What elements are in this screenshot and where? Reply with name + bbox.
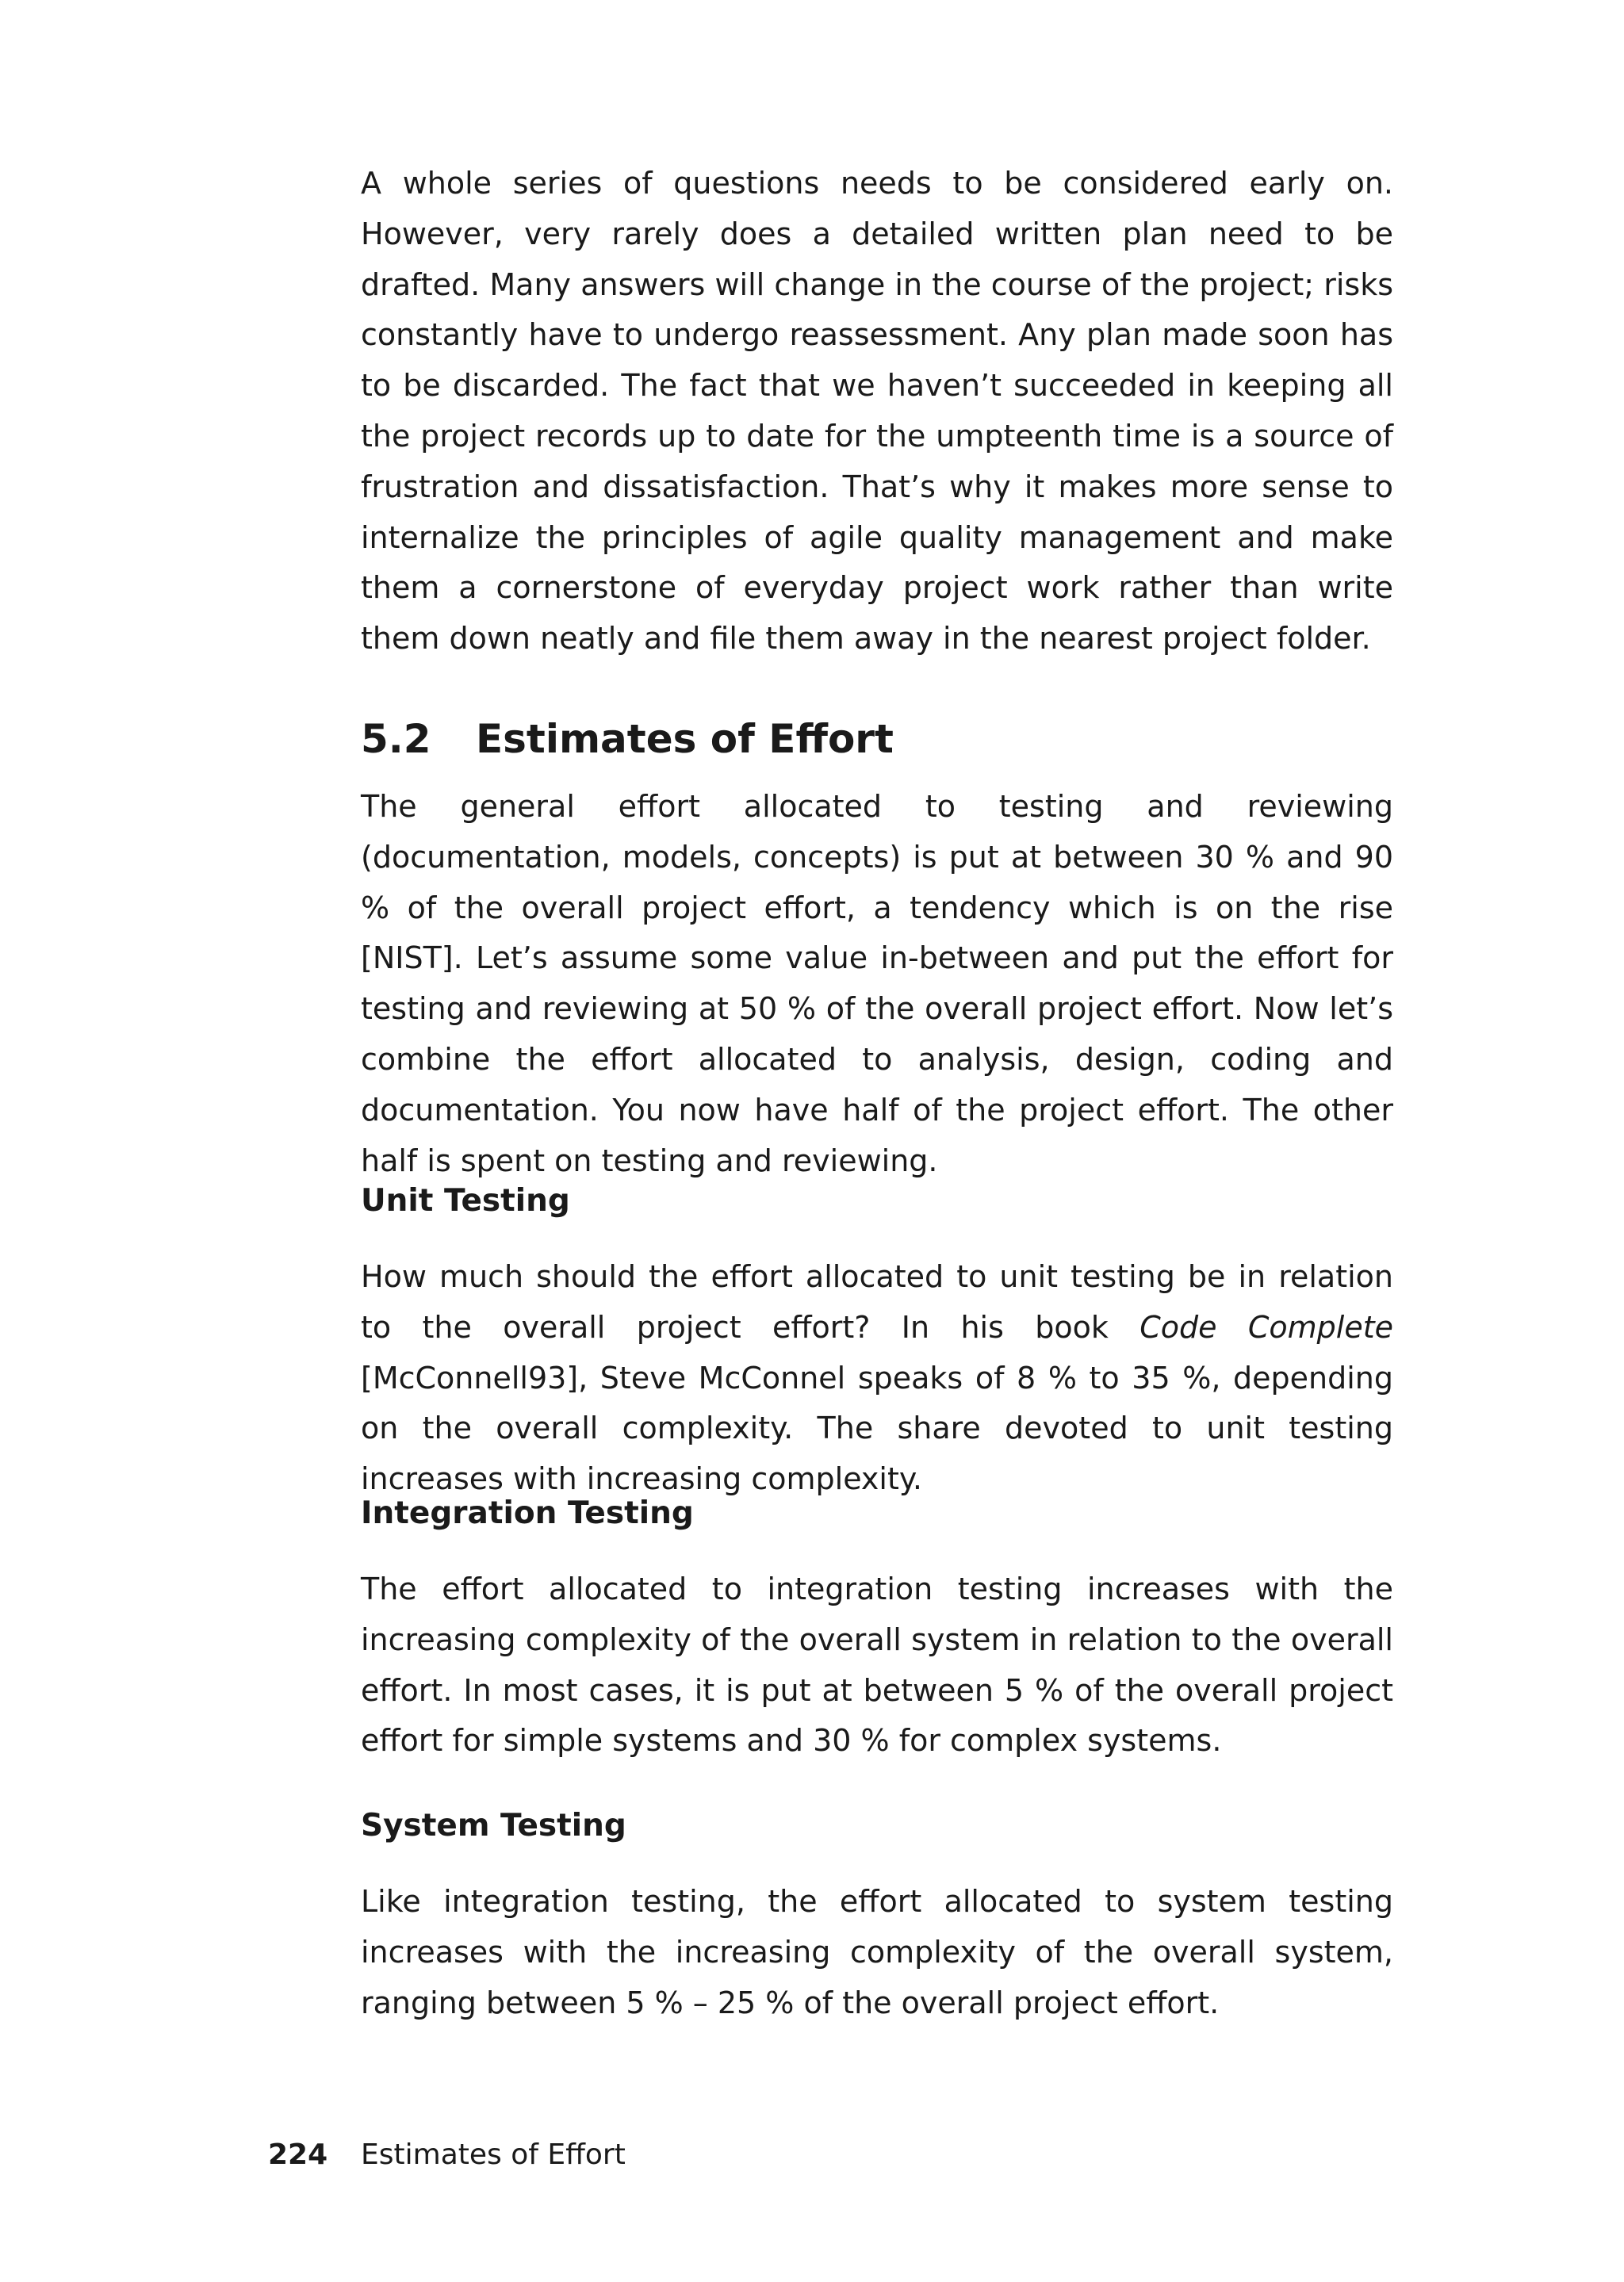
unit-testing-block [361, 1252, 1393, 1505]
section-title: Estimates of Effort [476, 716, 894, 762]
system-testing-block [361, 1877, 1393, 2028]
page-number: 224 [268, 2138, 328, 2171]
integration-testing-block [361, 1564, 1393, 1767]
intro-block [361, 159, 1393, 664]
book-title: Code Complete [1139, 1309, 1394, 1345]
section-block [361, 782, 1393, 1186]
system-testing-paragraph: Like integration testing, the effort allocated to system testing increases with the increasing complexity of the overall system, ranging between 5 % – 25 % of the overall project effort. [361, 1884, 1393, 2020]
unit-testing-text-before: How much should the effort allocated to unit testing be in relation to the overall project effort? In his book [361, 1259, 1393, 1345]
running-title: Estimates of Effort [361, 2138, 626, 2171]
section-heading [361, 711, 894, 767]
unit-testing-text-after: [McConnell93], Steve McConnel speaks of 8 % to 35 %, depending on the overall complexity. The share devoted to unit testing increases with increasing complexity. [361, 1360, 1393, 1497]
integration-testing-paragraph: The effort allocated to integration testing increases with the increasing complexity of the overall system in relation to the overall effort. In most cases, it is put at between 5 % of the overall project effort for simple systems and 30 % for complex systems. [361, 1572, 1393, 1759]
unit-testing-heading: Unit Testing [361, 1183, 570, 1219]
page-footer [268, 2136, 626, 2174]
unit-testing-paragraph [361, 1252, 1393, 1505]
section-number: 5.2 [361, 716, 431, 762]
section-paragraph: The general effort allocated to testing and reviewing (documentation, models, concepts) is put at between 30 % and 90 % of the overall project effort, a tendency which is on the rise [NIST]. Let’s assume some value in-between and put the effort for testing and reviewing at 50 % of the overall project effort. Now let’s combine the effort allocated to analysis, design, coding and documentation. You now have half of the project effort. The other half is spent on testing and reviewing. [361, 789, 1393, 1178]
integration-testing-heading: Integration Testing [361, 1495, 694, 1531]
intro-paragraph: A whole series of questions needs to be considered early on. However, very rarely does a detailed written plan need to be drafted. Many answers will change in the course of the project; risks constantly have to undergo reassessment. Any plan made soon has to be discarded. The fact that we haven’t succeeded in keeping all the project records up to date for the umpteenth time is a source of frustration and dissatisfaction. That’s why it makes more sense to internalize the principles of agile quality management and make them a cornerstone of everyday project work rather than write them down neatly and file them away in the nearest project folder. [361, 166, 1393, 657]
system-testing-heading: System Testing [361, 1808, 626, 1844]
